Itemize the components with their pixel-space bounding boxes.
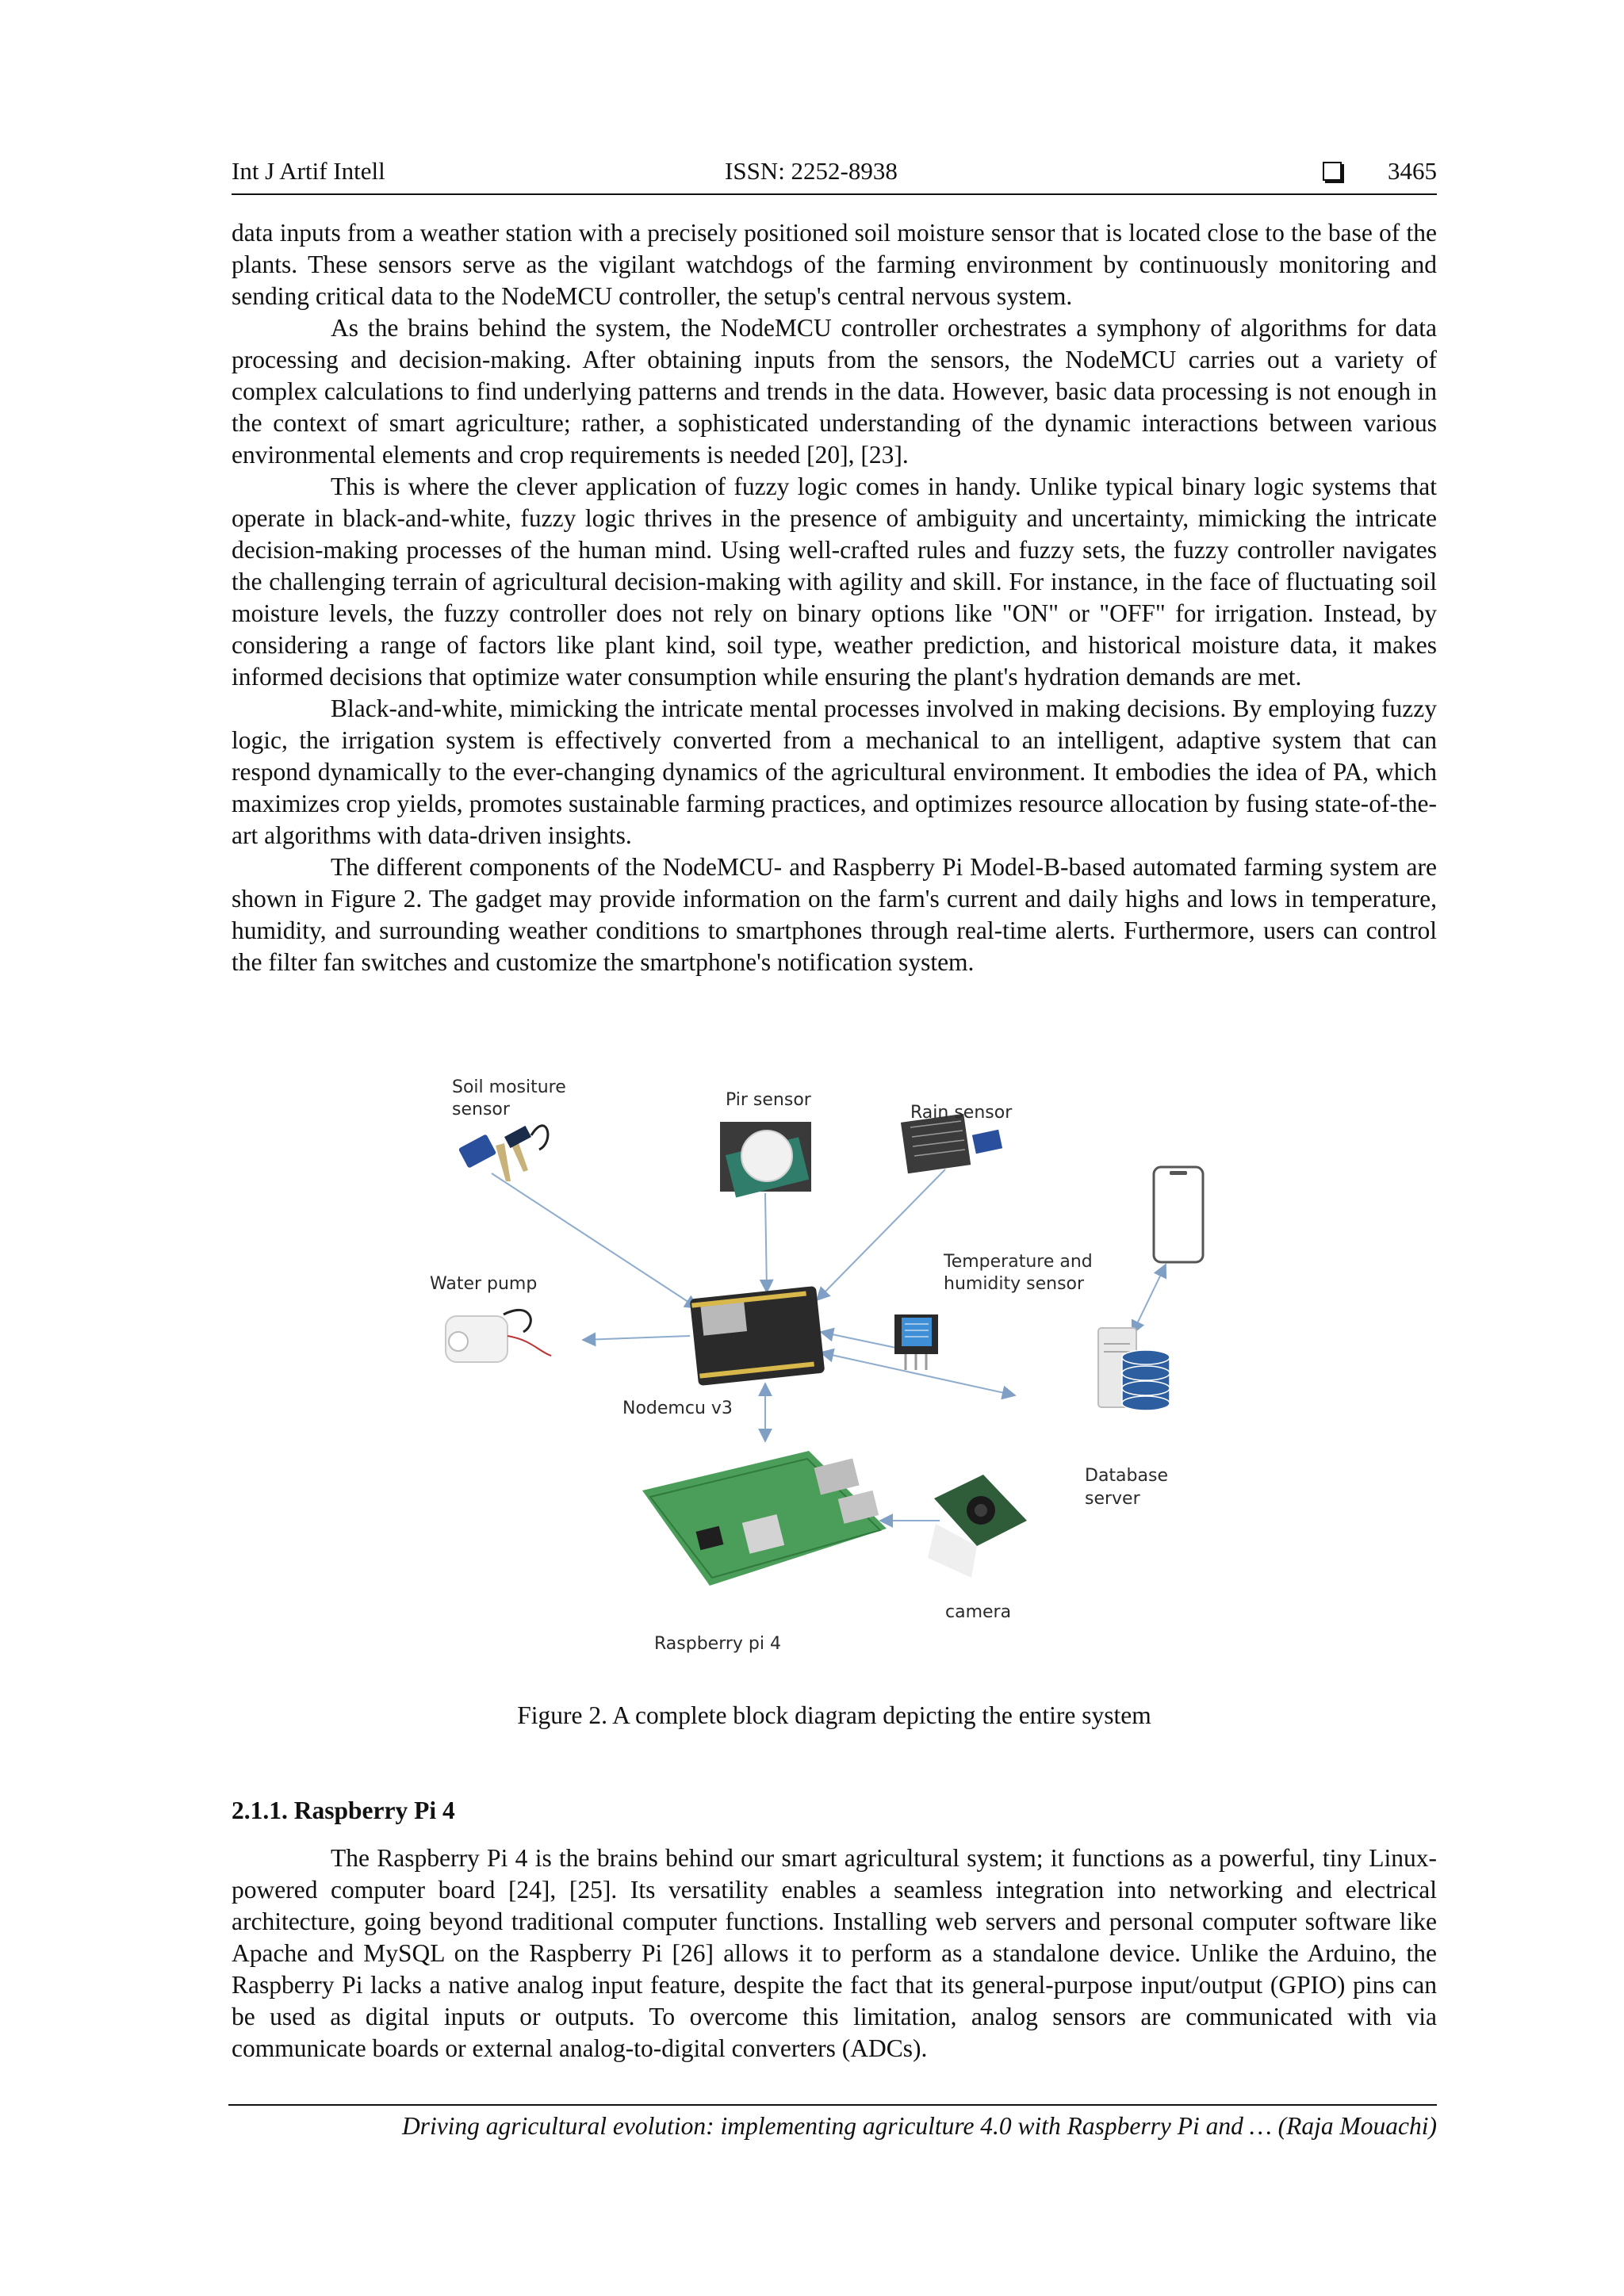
label-rain: Rain sensor xyxy=(910,1103,1013,1123)
label-camera: camera xyxy=(945,1602,1012,1622)
label-temp-line2: humidity sensor xyxy=(944,1274,1085,1294)
camera-icon xyxy=(928,1475,1027,1578)
system-block-diagram xyxy=(412,1062,1253,1681)
label-temp-line1: Temperature and xyxy=(944,1252,1093,1272)
pir-sensor-icon xyxy=(720,1122,811,1198)
temperature-humidity-sensor-icon xyxy=(894,1314,938,1370)
water-pump-icon xyxy=(446,1310,551,1362)
label-pump: Water pump xyxy=(430,1274,538,1294)
label-rpi: Raspberry pi 4 xyxy=(654,1634,781,1654)
page-footer: Driving agricultural evolution: implementing agriculture 4.0 with Raspberry Pi and … (Raja Mouachi) xyxy=(228,2104,1437,2141)
paragraph: The different components of the NodeMCU- and Raspberry Pi Model-B-based automated farming system are shown in Figure 2. The gadget may provide information on the farm's current and daily highs and lows in temperature, humidity, and surrounding weather conditions to smartphones through real-time alerts. Furthermore, users can control the filter fan switches and customize the smartphone's notification system. xyxy=(232,853,1437,976)
section-heading: 2.1.1. Raspberry Pi 4 xyxy=(232,1797,455,1824)
square-bullet-icon xyxy=(1323,162,1342,181)
paragraph: As the brains behind the system, the NodeMCU controller orchestrates a symphony of algorithms for data processing and decision-making. After obtaining inputs from the sensors, the NodeMCU carries out a variety of complex calculations to find underlying patterns and trends in the data. However, basic data processing is not enough in the context of smart agriculture; rather, a sophisticated understanding of the dynamic interactions between various environmental elements and crop requirements is needed [20], [23]. xyxy=(232,314,1437,469)
paragraph: Black-and-white, mimicking the intricate mental processes involved in making decisions. By employing fuzzy logic, the irrigation system is effectively converted from a mechanical to an intelligent, adaptive system that can respond dynamically to the ever-changing dynamics of the agricultural environment. It embodies the idea of PA, which maximizes crop yields, promotes sustainable farming practices, and optimizes resource allocation by fusing state-of-the-art algorithms with data-driven insights. xyxy=(232,695,1437,849)
page-number: 3465 xyxy=(1388,157,1437,185)
paragraph: The Raspberry Pi 4 is the brains behind our smart agricultural system; it functions as a powerful, tiny Linux-powered computer board [24], [25]. Its versatility enables a seamless integration into networking and electrical architecture, going beyond traditional computer functions. Installing web servers and personal computer software like Apache and MySQL on the Raspberry Pi [26] allows it to perform as a standalone device. Unlike the Arduino, the Raspberry Pi lacks a native analog input feature, despite the fact that its general-purpose input/output (GPIO) pins can be used as digital inputs or outputs. To overcome this limitation, analog sensors are communicated with via communicate boards or external analog-to-digital converters (ADCs). xyxy=(232,1844,1437,2062)
rain-sensor-icon xyxy=(901,1114,1002,1174)
nodemcu-icon xyxy=(690,1286,825,1386)
journal-name: Int J Artif Intell xyxy=(232,157,385,185)
smartphone-icon xyxy=(1154,1167,1203,1262)
soil-moisture-sensor-icon xyxy=(458,1126,548,1181)
figure-caption: Figure 2. A complete block diagram depicting the entire system xyxy=(517,1701,1151,1729)
page-header xyxy=(232,155,1437,195)
label-pir: Pir sensor xyxy=(726,1090,811,1110)
body-text-top xyxy=(232,217,1437,978)
raspberry-pi-icon xyxy=(642,1451,887,1586)
label-soil-line2: sensor xyxy=(452,1100,510,1119)
label-db-line2: server xyxy=(1085,1489,1140,1509)
label-nodemcu: Nodemcu v3 xyxy=(622,1399,733,1418)
paragraph: This is where the clever application of fuzzy logic comes in handy. Unlike typical binary logic systems that operate in black-and-white, fuzzy logic thrives in the presence of ambiguity and uncertainty, mimicking the intricate decision-making processes of the human mind. Using well-crafted rules and fuzzy sets, the fuzzy controller navigates the challenging terrain of agricultural decision-making with agility and skill. For instance, in the face of fluctuating soil moisture levels, the fuzzy controller does not rely on binary options like "ON" or "OFF" for irrigation. Instead, by considering a range of factors like plant kind, soil type, weather prediction, and historical moisture data, it makes informed decisions that optimize water consumption while ensuring the plant's hydration demands are met. xyxy=(232,473,1437,691)
issn: ISSN: 2252-8938 xyxy=(725,157,898,185)
label-soil-line1: Soil mositure xyxy=(452,1077,566,1097)
body-text-bottom xyxy=(232,1843,1437,2064)
database-server-icon xyxy=(1098,1328,1170,1410)
label-db-line1: Database xyxy=(1085,1466,1168,1486)
paragraph: data inputs from a weather station with a precisely positioned soil moisture sensor that is located close to the base of the plants. These sensors serve as the vigilant watchdogs of the farming environment by continuously monitoring and sending critical data to the NodeMCU controller, the setup's central nervous system. xyxy=(232,219,1437,310)
